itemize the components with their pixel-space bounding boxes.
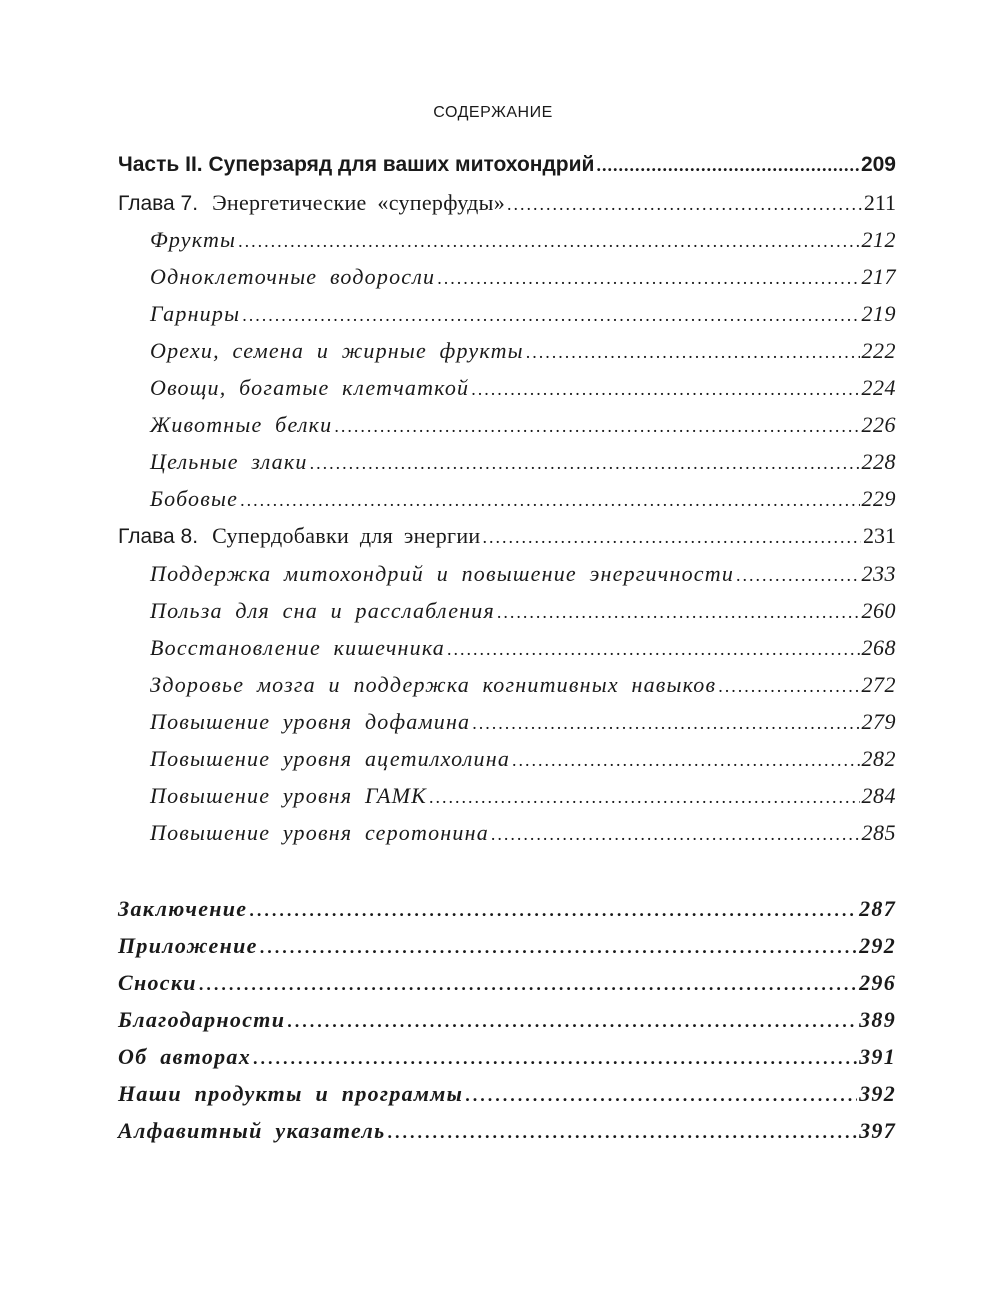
section-title: Восстановление кишечника [150, 635, 445, 660]
backmatter-title: Наши продукты и программы [118, 1081, 464, 1106]
page-number: 284 [861, 783, 896, 808]
page-number: 392 [859, 1081, 896, 1106]
page-number: 231 [863, 523, 896, 548]
section-title: Животные белки [150, 412, 333, 437]
page-number: 226 [861, 412, 896, 437]
toc-backmatter-entry[interactable] [118, 1081, 896, 1118]
section-title: Здоровье мозга и поддержка когнитивных навыков [150, 672, 717, 697]
toc-section-entry[interactable] [150, 449, 896, 486]
section-title: Повышение уровня ГАМК [150, 783, 427, 808]
dot-leader [287, 1011, 857, 1032]
dot-leader [447, 639, 860, 660]
page-number: 282 [861, 746, 896, 771]
page-number: 233 [861, 561, 896, 586]
section-title: Фрукты [150, 227, 237, 252]
section-title: Повышение уровня ацетилхолина [150, 746, 511, 771]
dot-leader [736, 565, 859, 586]
toc-backmatter-entry[interactable] [118, 1044, 896, 1081]
page-number: 296 [859, 970, 896, 995]
section-title: Гарниры [150, 301, 241, 326]
backmatter-title: Сноски [118, 970, 197, 995]
toc-backmatter-entry[interactable] [118, 1007, 896, 1044]
toc-backmatter-entry[interactable] [118, 970, 896, 1007]
toc-backmatter-entry[interactable] [118, 933, 896, 970]
dot-leader [253, 1048, 857, 1069]
backmatter-title: Заключение [118, 896, 248, 921]
toc-section-entry[interactable] [150, 561, 896, 598]
dot-leader [483, 527, 862, 548]
page-number: 260 [861, 598, 896, 623]
page-number: 287 [859, 896, 896, 921]
section-title: Поддержка митохондрий и повышение энергичности [150, 561, 735, 586]
page-number: 222 [861, 338, 896, 363]
toc-section-entry[interactable] [150, 783, 896, 820]
section-title: Повышение уровня серотонина [150, 820, 489, 845]
toc-chapter-entry[interactable] [118, 190, 896, 227]
backmatter-title: Алфавитный указатель [118, 1118, 386, 1143]
dot-leader [429, 787, 860, 808]
section-title: Орехи, семена и жирные фрукты [150, 338, 524, 363]
page-number: 211 [863, 190, 896, 215]
dot-leader [465, 1085, 857, 1106]
dot-leader [491, 824, 860, 845]
toc-section-entry[interactable] [150, 598, 896, 635]
page-number: 279 [861, 709, 896, 734]
chapter-title: Супердобавки для энергии [212, 523, 481, 548]
dot-leader [242, 305, 859, 326]
section-title: Овощи, богатые клетчаткой [150, 375, 470, 400]
dot-leader [596, 155, 859, 176]
dot-leader [471, 379, 859, 400]
toc-section-entry[interactable] [150, 709, 896, 746]
toc-backmatter-entry[interactable] [118, 1118, 896, 1155]
dot-leader [512, 750, 859, 771]
page-number: 397 [859, 1118, 896, 1143]
chapter-number: Глава 8. [118, 525, 199, 548]
dot-leader [240, 490, 859, 511]
section-title: Польза для сна и расслабления [150, 598, 495, 623]
page-number: 217 [861, 264, 896, 289]
toc-section-entry[interactable] [150, 635, 896, 672]
toc-section-entry[interactable] [150, 301, 896, 338]
dot-leader [260, 937, 857, 958]
toc-section-entry[interactable] [150, 746, 896, 783]
backmatter-title: Об авторах [118, 1044, 252, 1069]
part-title: Часть II. Суперзаряд для ваших митохондрий [118, 153, 595, 176]
page-number: 292 [859, 933, 896, 958]
dot-leader [437, 268, 859, 289]
toc-chapter-entry[interactable] [118, 523, 896, 560]
backmatter-title: Благодарности [118, 1007, 286, 1032]
dot-leader [199, 974, 857, 995]
page-number: 389 [859, 1007, 896, 1032]
dot-leader [334, 416, 859, 437]
dot-leader [497, 602, 860, 623]
dot-leader [472, 713, 859, 734]
chapter-title: Энергетические «суперфуды» [212, 190, 506, 215]
toc-section-entry[interactable] [150, 338, 896, 375]
toc-section-entry[interactable] [150, 486, 896, 523]
toc-section-entry[interactable] [150, 820, 896, 857]
toc-section-entry[interactable] [150, 227, 896, 264]
section-title: Одноклеточные водоросли [150, 264, 436, 289]
dot-leader [387, 1122, 857, 1143]
toc-section-entry[interactable] [150, 264, 896, 301]
dot-leader [238, 231, 859, 252]
section-title: Цельные злаки [150, 449, 308, 474]
chapter-number: Глава 7. [118, 192, 199, 215]
toc-section-entry[interactable] [150, 375, 896, 412]
dot-leader [507, 194, 862, 215]
toc-part-entry[interactable] [118, 153, 896, 190]
backmatter-title: Приложение [118, 933, 258, 958]
page-number: 219 [861, 301, 896, 326]
page-title: СОДЕРЖАНИЕ [433, 104, 553, 121]
dot-leader [249, 900, 857, 921]
dot-leader [310, 453, 860, 474]
section-title: Бобовые [150, 486, 239, 511]
page-number: 391 [859, 1044, 896, 1069]
page-number: 224 [861, 375, 896, 400]
page-number: 229 [861, 486, 896, 511]
page-number: 209 [860, 153, 896, 176]
toc-section-entry[interactable] [150, 412, 896, 449]
page-number: 212 [861, 227, 896, 252]
page-number: 268 [861, 635, 896, 660]
dot-leader [718, 676, 859, 697]
page-number: 285 [861, 820, 896, 845]
dot-leader [526, 342, 860, 363]
toc-section-entry[interactable] [150, 672, 896, 709]
page-number: 228 [861, 449, 896, 474]
toc-backmatter-entry[interactable] [118, 896, 896, 933]
section-title: Повышение уровня дофамина [150, 709, 471, 734]
page-number: 272 [861, 672, 896, 697]
